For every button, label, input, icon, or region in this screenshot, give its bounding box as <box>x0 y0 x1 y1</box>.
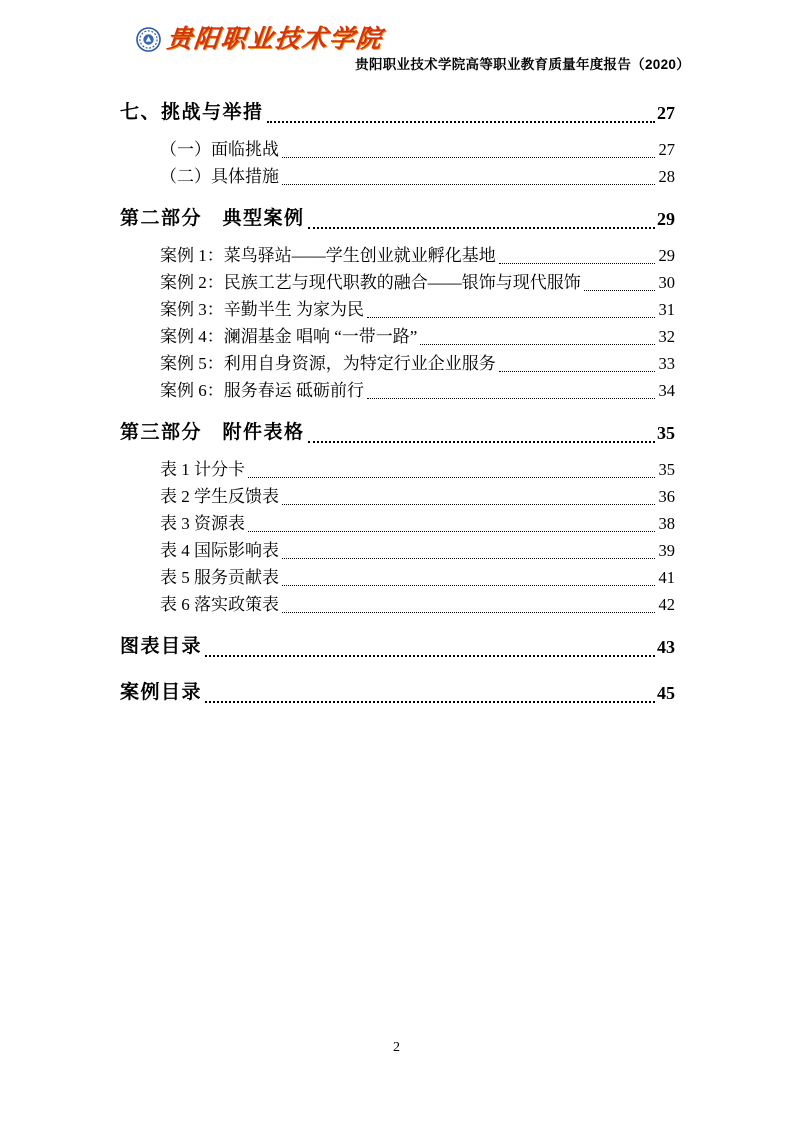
toc-entry-label: 表 2 学生反馈表 <box>160 487 279 506</box>
toc-entry[interactable] <box>160 483 675 510</box>
toc-entry-label: 表 3 资源表 <box>160 514 245 533</box>
dot-leader <box>499 371 655 372</box>
toc-entry[interactable] <box>120 202 675 236</box>
toc-entry[interactable] <box>160 537 675 564</box>
toc-entry[interactable] <box>120 630 675 664</box>
toc-entry-page: 45 <box>657 683 675 703</box>
toc-entry[interactable] <box>160 242 675 269</box>
toc-entry-label: 案例 4：澜湄基金 唱响 “一带一路” <box>160 327 418 346</box>
dot-leader <box>499 263 655 264</box>
toc-entry[interactable] <box>160 163 675 190</box>
dot-leader <box>420 344 655 345</box>
dot-leader <box>282 585 655 586</box>
dot-leader <box>282 157 655 158</box>
toc-entry-page: 28 <box>658 167 675 186</box>
report-title: 贵阳职业技术学院高等职业教育质量年度报告（2020） <box>355 57 690 72</box>
toc-entry-page: 29 <box>657 209 675 229</box>
toc-entry[interactable] <box>160 136 675 163</box>
toc-list <box>120 84 675 716</box>
dot-leader <box>282 504 655 505</box>
toc-entry-page: 31 <box>658 300 675 319</box>
toc-entry-label: 第二部分 典型案例 <box>120 208 305 229</box>
toc-entry-page: 42 <box>658 595 675 614</box>
toc-entry[interactable] <box>160 296 675 323</box>
dot-leader <box>248 531 655 532</box>
toc-entry-label: 案例 2：民族工艺与现代职教的融合——银饰与现代服饰 <box>160 273 581 292</box>
toc-entry-label: 案例目录 <box>120 682 203 703</box>
page-header <box>120 24 690 73</box>
toc-entry-page: 43 <box>657 637 675 657</box>
toc-entry-page: 36 <box>658 487 675 506</box>
dot-leader <box>367 317 655 318</box>
toc-entry[interactable] <box>120 96 675 130</box>
dot-leader <box>282 184 655 185</box>
toc-entry[interactable] <box>160 591 675 618</box>
toc-entry-label: （一）面临挑战 <box>160 140 279 159</box>
dot-leader <box>367 398 655 399</box>
toc-entry-label: 第三部分 附件表格 <box>120 422 305 443</box>
toc-entry-page: 41 <box>658 568 675 587</box>
dot-leader <box>267 121 655 123</box>
toc-entry-page: 35 <box>658 460 675 479</box>
toc-entry-label: 图表目录 <box>120 636 203 657</box>
toc-entry[interactable] <box>160 456 675 483</box>
toc-entry[interactable] <box>160 377 675 404</box>
dot-leader <box>248 477 655 478</box>
toc-entry-label: 案例 3：辛勤半生 为家为民 <box>160 300 364 319</box>
dot-leader <box>205 701 655 703</box>
toc-entry[interactable] <box>120 676 675 710</box>
dot-leader <box>308 441 655 443</box>
page-number: 2 <box>393 1040 400 1055</box>
toc-entry-label: 表 1 计分卡 <box>160 460 245 479</box>
toc-entry-label: 表 5 服务贡献表 <box>160 568 279 587</box>
dot-leader <box>205 655 655 657</box>
dot-leader <box>584 290 655 291</box>
toc-entry-page: 30 <box>658 273 675 292</box>
toc-entry-page: 33 <box>658 354 675 373</box>
toc-entry-label: （二）具体措施 <box>160 167 279 186</box>
toc-entry-label: 案例 1：菜鸟驿站——学生创业就业孵化基地 <box>160 246 496 265</box>
toc-entry-label: 表 4 国际影响表 <box>160 541 279 560</box>
toc-entry-label: 表 6 落实政策表 <box>160 595 279 614</box>
college-logo <box>120 24 690 54</box>
toc-entry-page: 27 <box>658 140 675 159</box>
dot-leader <box>282 558 655 559</box>
toc-entry-page: 32 <box>658 327 675 346</box>
toc-entry-label: 七、挑战与举措 <box>120 102 264 123</box>
toc-entry-page: 39 <box>658 541 675 560</box>
dot-leader <box>308 227 655 229</box>
toc-entry[interactable] <box>120 416 675 450</box>
toc-entry[interactable] <box>160 269 675 296</box>
toc-entry-page: 29 <box>658 246 675 265</box>
toc-entry[interactable] <box>160 350 675 377</box>
dot-leader <box>282 612 655 613</box>
college-name-calligraphy: 贵阳职业技术学院 <box>165 24 385 53</box>
toc-entry[interactable] <box>160 564 675 591</box>
toc-entry-page: 38 <box>658 514 675 533</box>
toc-entry[interactable] <box>160 323 675 350</box>
toc-entry-label: 案例 5：利用自身资源，为特定行业企业服务 <box>160 354 496 373</box>
toc-entry[interactable] <box>160 510 675 537</box>
toc-entry-page: 34 <box>658 381 675 400</box>
college-emblem-icon <box>136 27 161 52</box>
toc-entry-label: 案例 6：服务春运 砥砺前行 <box>160 381 364 400</box>
toc-entry-page: 35 <box>657 423 675 443</box>
toc-entry-page: 27 <box>657 103 675 123</box>
